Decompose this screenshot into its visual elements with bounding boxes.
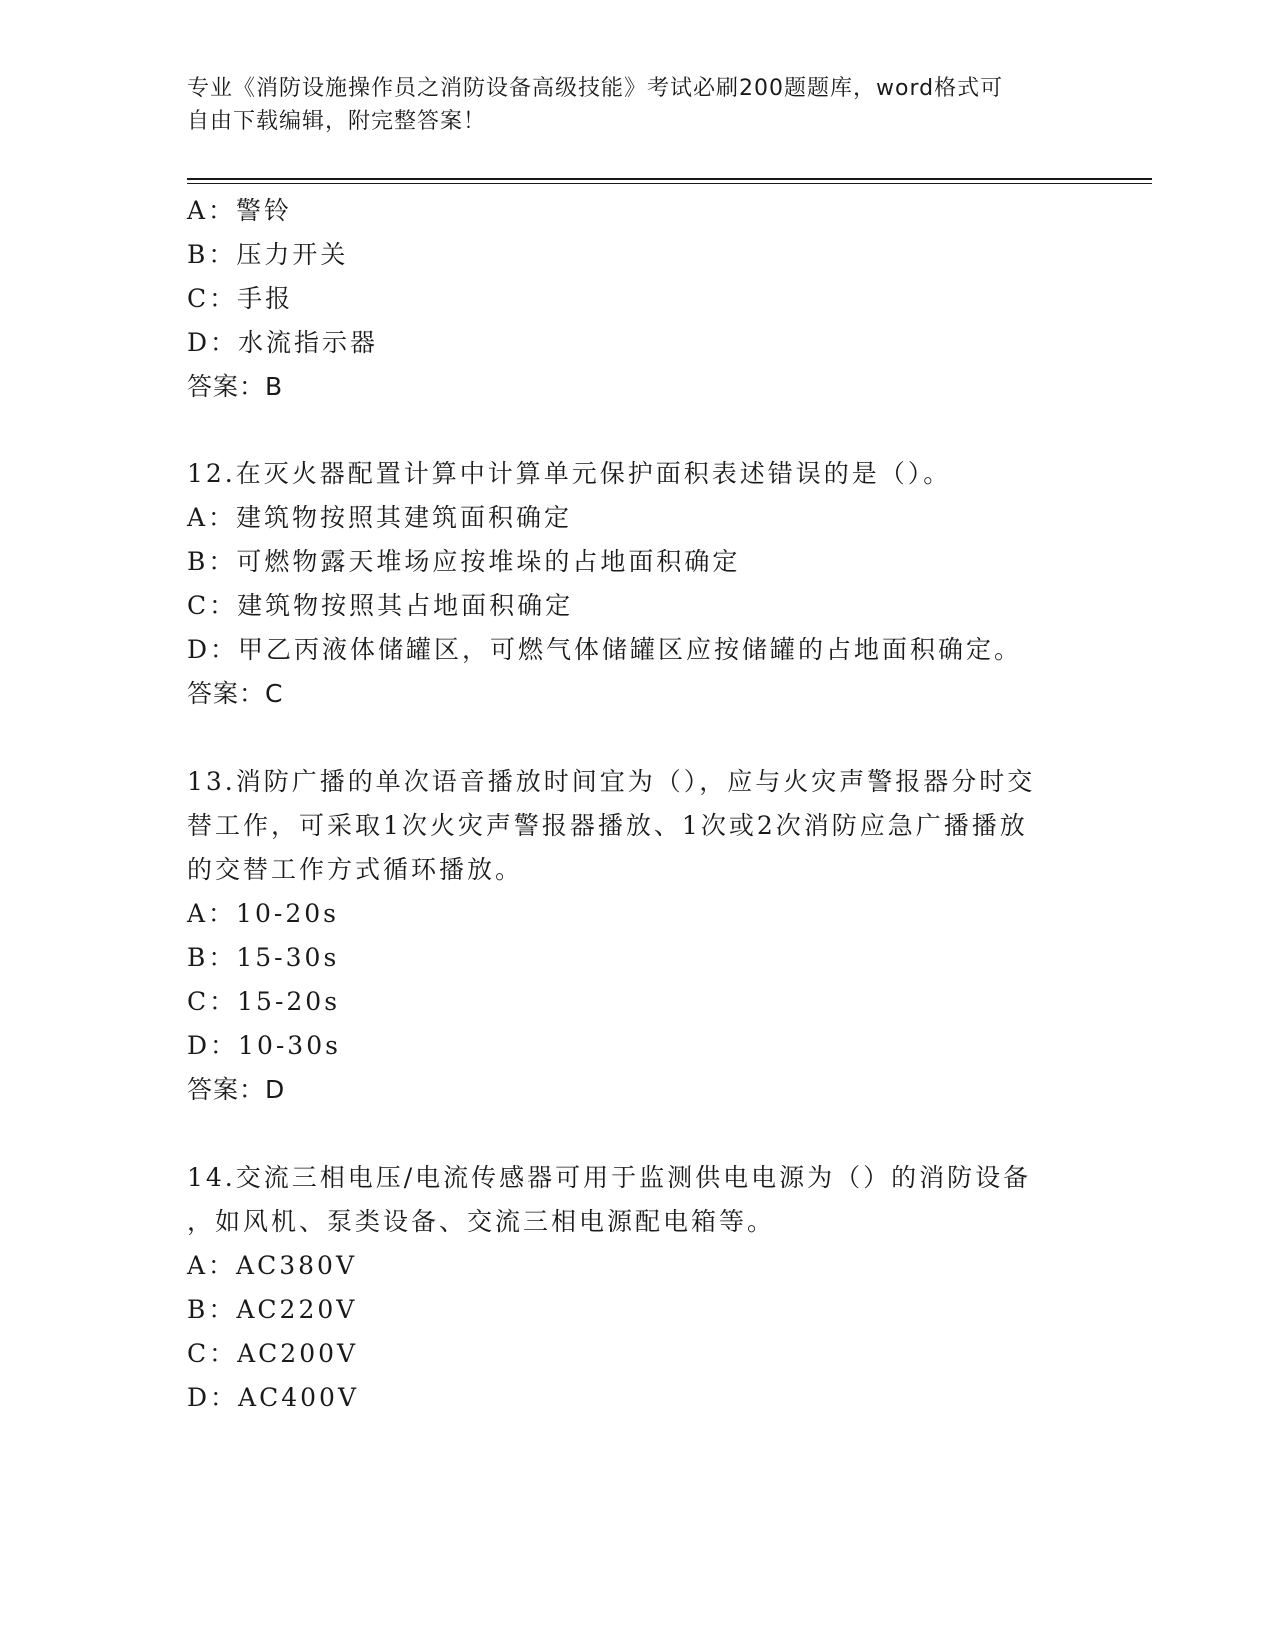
q13-question-line-3: 的交替工作方式循环播放。 [187,855,524,884]
q12-option-d: D：甲乙丙液体储罐区，可燃气体储罐区应按储罐的占地面积确定。 [187,635,1023,664]
q11-option-c: C：手报 [187,284,294,313]
q12-question: 12.在灭火器配置计算中计算单元保护面积表述错误的是（）。 [187,459,952,488]
q13-option-d: D：10-30s [187,1031,341,1060]
q11-option-b: B：压力开关 [187,240,349,269]
q11-option-a: A：警铃 [187,196,293,225]
q11-option-d: D：水流指示器 [187,328,379,357]
q14-question-line-2: ，如风机、泵类设备、交流三相电源配电箱等。 [187,1207,776,1236]
q14-question-line-1: 14.交流三相电压/电流传感器可用于监测供电电源为（）的消防设备 [187,1163,1032,1192]
document-header [187,72,1087,138]
q13-option-c: C：15-20s [187,987,341,1016]
q14-option-a: A：AC380V [187,1251,358,1280]
q12-option-a: A：建筑物按照其建筑面积确定 [187,503,573,532]
q12-option-c: C：建筑物按照其占地面积确定 [187,591,574,620]
q12-option-b: B：可燃物露天堆场应按堆垛的占地面积确定 [187,547,741,576]
q13-question-line-1: 13.消防广播的单次语音播放时间宜为（），应与火灾声警报器分时交 [187,767,1036,796]
q13-answer: 答案：D [187,1075,286,1104]
q14-option-c: C：AC200V [187,1339,359,1368]
q13-question-line-2: 替工作，可采取1次火灾声警报器播放、1次或2次消防应急广播播放 [187,811,1028,840]
q12-answer: 答案：C [187,679,284,708]
q13-option-b: B：15-30s [187,943,340,972]
header-divider-thick [187,178,1152,180]
q11-answer: 答案：B [187,372,284,401]
header-line-1: 专业《消防设施操作员之消防设备高级技能》考试必刷200题题库，word格式可 [187,76,1004,101]
header-line-2: 自由下载编辑，附完整答案！ [187,109,487,134]
q14-option-d: D：AC400V [187,1383,359,1412]
q13-option-a: A：10-20s [187,899,339,928]
header-divider-thin [187,183,1152,184]
q14-option-b: B：AC220V [187,1295,358,1324]
